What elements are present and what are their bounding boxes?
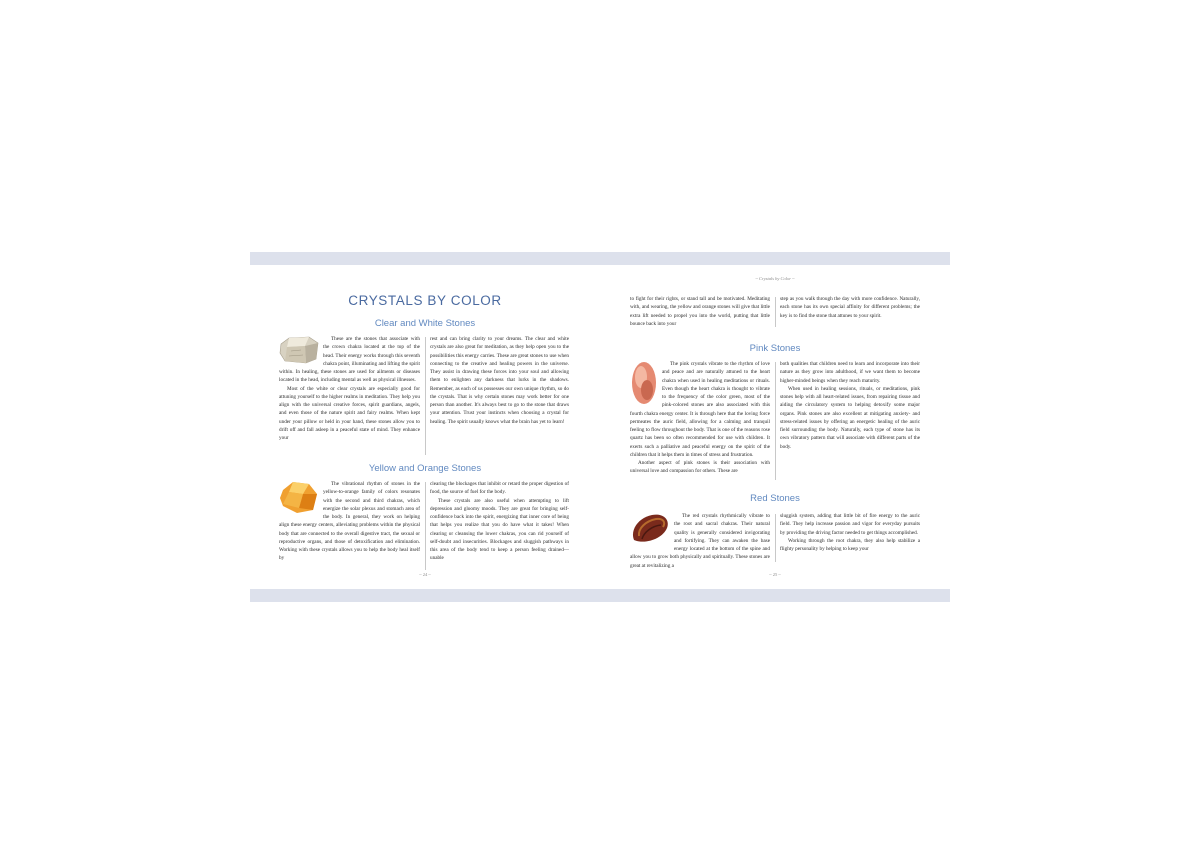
column-rule [425, 337, 426, 455]
running-head: ~ Crystals by Color ~ [755, 276, 795, 281]
pink-column-1: The pink crystals vibrate to the rhythm of love and peace and are naturally attuned to the heart chakra when used in healing meditations or rituals. Even though the heart chakra is thought to vibrate to the frequency of the color green, most of the pink-colored stones are also associated with this fourth chakra energy center. It is through here that the loving force permeates the auric field, allowing for a calming and tranquil feeling to flow throughout the body. That is one of the reasons rose quartz has been so often recommended for use with children. It exerts such a palliative and peaceful energy on the spirit of the children that it helps them in times of stress and frustration. Another aspect of pink stones is their association with universal love and compassion for others. These are [630, 361, 770, 475]
column-rule [425, 482, 426, 570]
red-column-2: sluggish system, adding that little bit of fire energy to the auric field. They help increase passion and vigor for everyday pursuits by providing the driving factor needed to get things accomplished. Working through the root chakra, they also help stabilize a flighty personality by helping to keep your [780, 513, 920, 552]
clear-white-column-1: These are the stones that associate with the crown chakra located at the top of the head. Their energy works through this seventh chakra point, illuminating and lifting the spirit within. In healing, these stones are used for ailments or diseases located in the head, including mental as well as physical illnesses. Most of the white or clear crystals are especially good for attuning yourself to the higher realms in meditation. They help you align with the universal creative forces, spirit guardians, angels, and even those of the nature spirit and fairy realms. When kept under your pillow or held in your hand, these stones allow you to drift off and fall asleep in a peaceful state of mind. They enhance your [279, 336, 420, 441]
section-heading-red: Red Stones [750, 493, 800, 504]
page-title: CRYSTALS BY COLOR [348, 293, 502, 308]
yellow-orange-column-2: clearing the blockages that inhibit or retard the proper digestion of food, the source of fuel for the body. These crystals are also useful when attempting to lift depression and gloomy moods. They are great for bringing self-confidence back into the spirit, energizing that inner core of being that helps you realize that you do have what it takes! When clearing or cleansing the lower chakras, you can rid yourself of self-doubt and insecurities. Blockages and sluggish pathways in this area of the body tend to keep a person feeling drained—unable [430, 481, 569, 562]
left-page [250, 265, 600, 589]
clear-white-column-2: rest and can bring clarity to your dreams. The clear and white crystals are also great for meditation, as they help open you to the possibilities this energy carries. These are great stones to use when connecting to the creative and healing powers in the universe. They assist in drawing these forces into your soul and allowing them to enlighten any darkness that lurks in the shadows. Remember, as each of us possesses our own unique rhythm, so do the crystals. That is why certain stones may work better for one person than another. It's always best to go to the stone that draws your attention. Trust your instincts when choosing a crystal for healing. The spirit usually knows what the brain has yet to learn! [430, 336, 569, 425]
top-band [250, 252, 950, 265]
orange-calcite-stone-icon [279, 480, 319, 514]
red-column-1: The red crystals rhythmically vibrate to the root and sacral chakras. Their natural quality is generally considered invigorating and fortifying. They can awaken the base energy located at the bottom of the spine and allow you to grow both physically and spiritually. These stones are great at revitalizing a [630, 513, 770, 569]
tigers-eye-stone-icon [630, 512, 670, 546]
column-rule [775, 297, 776, 327]
continued-column-2: step as you walk through the day with more confidence. Naturally, each stone has its own special affinity for different problems; the key is to find the stone that attunes to your spirit. [780, 296, 920, 319]
bottom-band [250, 589, 950, 602]
clear-quartz-stone-icon [279, 335, 319, 365]
column-rule [775, 514, 776, 562]
pink-column-2: both qualities that children need to learn and incorporate into their nature as they grow into adulthood, if we want them to become higher-minded beings when they reach maturity. When used in healing sessions, rituals, or meditations, pink stones help with all heart-related issues, from repairing tissue and aiding the circulatory system to helping detoxify some major organs. Pink stones are also excellent at mitigating anxiety- and stress-related issues by offering an energetic healing of the auric field surrounding the body. Naturally, each type of stone has its own vibratory pattern that will associate with different parts of the body. [780, 361, 920, 450]
section-heading-yellow-orange: Yellow and Orange Stones [368, 463, 482, 474]
column-rule [775, 362, 776, 480]
continued-column-1: to fight for their rights, or stand tall and be motivated. Meditating with, and wearing, the yellow and orange stones will give that little extra lift needed to propel you into the world, putting that little bounce back into your [630, 296, 770, 327]
section-heading-pink: Pink Stones [749, 343, 801, 354]
yellow-orange-column-1: The vibrational rhythm of stones in the yellow-to-orange family of colors resonates with the second and third chakras, which energize the solar plexus and stomach area of the body. In general, they work on helping align these energy centers, alleviating problems within the physical body that are connected to the overall digestive tract, the sexual or reproductive organs, and those of detoxification and elimination. Working with these crystals allows you to help the body heal itself by [279, 481, 420, 562]
book-spread [250, 252, 950, 602]
page-number-right: ~ 25 ~ [769, 572, 781, 577]
section-heading-clear-white: Clear and White Stones [374, 318, 476, 329]
right-page [600, 265, 950, 589]
rose-quartz-stone-icon [630, 360, 658, 406]
page-number-left: ~ 24 ~ [419, 572, 431, 577]
